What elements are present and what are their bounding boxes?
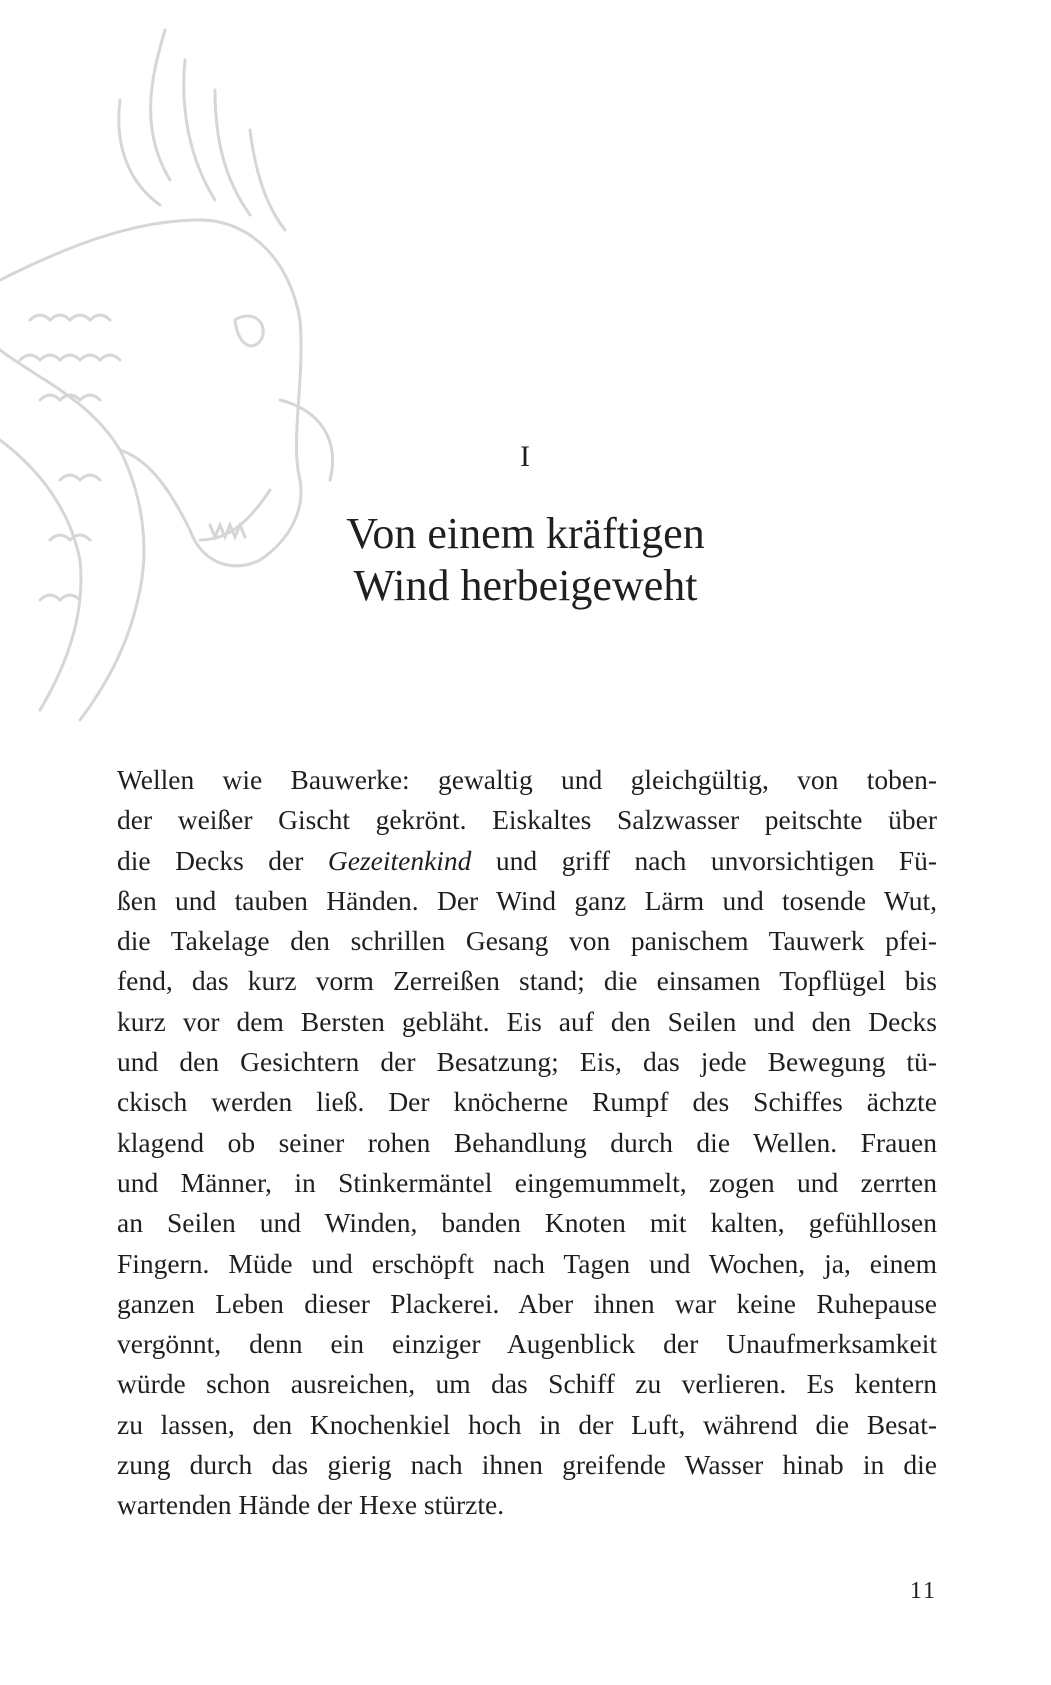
body-line [117,1284,937,1324]
body-line [117,1324,937,1364]
body-line-text: der weißer Gischt gekrönt. Eiskaltes Salzwasser peitschte über [117,804,937,836]
body-line [117,800,937,840]
body-line [117,1203,937,1243]
body-line-text: ckisch werden ließ. Der knöcherne Rumpf des Schiffes ächzte [117,1086,937,1118]
body-line [117,1082,937,1122]
body-line [117,1485,937,1525]
body-line-text: zung durch das gierig nach ihnen greifende Wasser hinab in die [117,1449,937,1481]
body-line [117,1123,937,1163]
ship-name: Gezeitenkind [327,844,472,876]
body-line-text: klagend ob seiner rohen Behandlung durch die Wellen. Frauen [117,1126,937,1158]
body-line [117,1405,937,1445]
body-line-text: die Decks der [117,844,328,876]
body-line-text: würde schon ausreichen, um das Schiff zu verlieren. Es kentern [117,1368,937,1400]
body-line [117,841,937,881]
body-text [117,760,937,1526]
chapter-title-line-2: Wind herbeigeweht [353,561,698,610]
body-line-text: zu lassen, den Knochenkiel hoch in der Luft, während die Besat- [117,1408,937,1440]
body-line-text: die Takelage den schrillen Gesang von panischem Tauwerk pfei- [117,925,937,957]
body-line-text: und Männer, in Stinkermäntel eingemummelt, zogen und zerrten [117,1166,937,1198]
body-line-text: an Seilen und Winden, banden Knoten mit kalten, gefühllosen [117,1207,937,1239]
body-line [117,1163,937,1203]
body-line [117,921,937,961]
body-line-text: und den Gesichtern der Besatzung; Eis, das jede Bewegung tü- [117,1046,937,1078]
body-line-text: ganzen Leben dieser Plackerei. Aber ihnen war keine Ruhepause [117,1287,937,1319]
chapter-title-line-1: Von einem kräftigen [346,509,705,558]
body-line-text: Fingern. Müde und erschöpft nach Tagen und Wochen, ja, einem [117,1247,937,1279]
body-line [117,1002,937,1042]
body-line-text: Wellen wie Bauwerke: gewaltig und gleichgültig, von toben- [117,764,937,795]
chapter-number: I [520,440,531,473]
body-line [117,760,937,800]
body-line-text: fend, das kurz vorm Zerreißen stand; die einsamen Topflügel bis [117,965,937,997]
body-line [117,1042,937,1082]
body-line-text: wartenden Hände der Hexe stürzte. [117,1489,505,1521]
body-line [117,961,937,1001]
body-line-text: und griff nach unvorsichtigen Fü- [471,844,937,876]
body-line-text: kurz vor dem Bersten gebläht. Eis auf den Seilen und den Decks [117,1005,937,1037]
body-line [117,881,937,921]
body-line [117,1364,937,1404]
chapter-title [0,508,1051,612]
dragon-illustration [0,20,400,740]
page-number: 11 [909,1578,937,1604]
body-line-text: vergönnt, denn ein einziger Augenblick der Unaufmerksamkeit [117,1328,937,1360]
body-line [117,1445,937,1485]
body-line [117,1244,937,1284]
body-line-text: ßen und tauben Händen. Der Wind ganz Lärm und tosende Wut, [117,884,937,916]
